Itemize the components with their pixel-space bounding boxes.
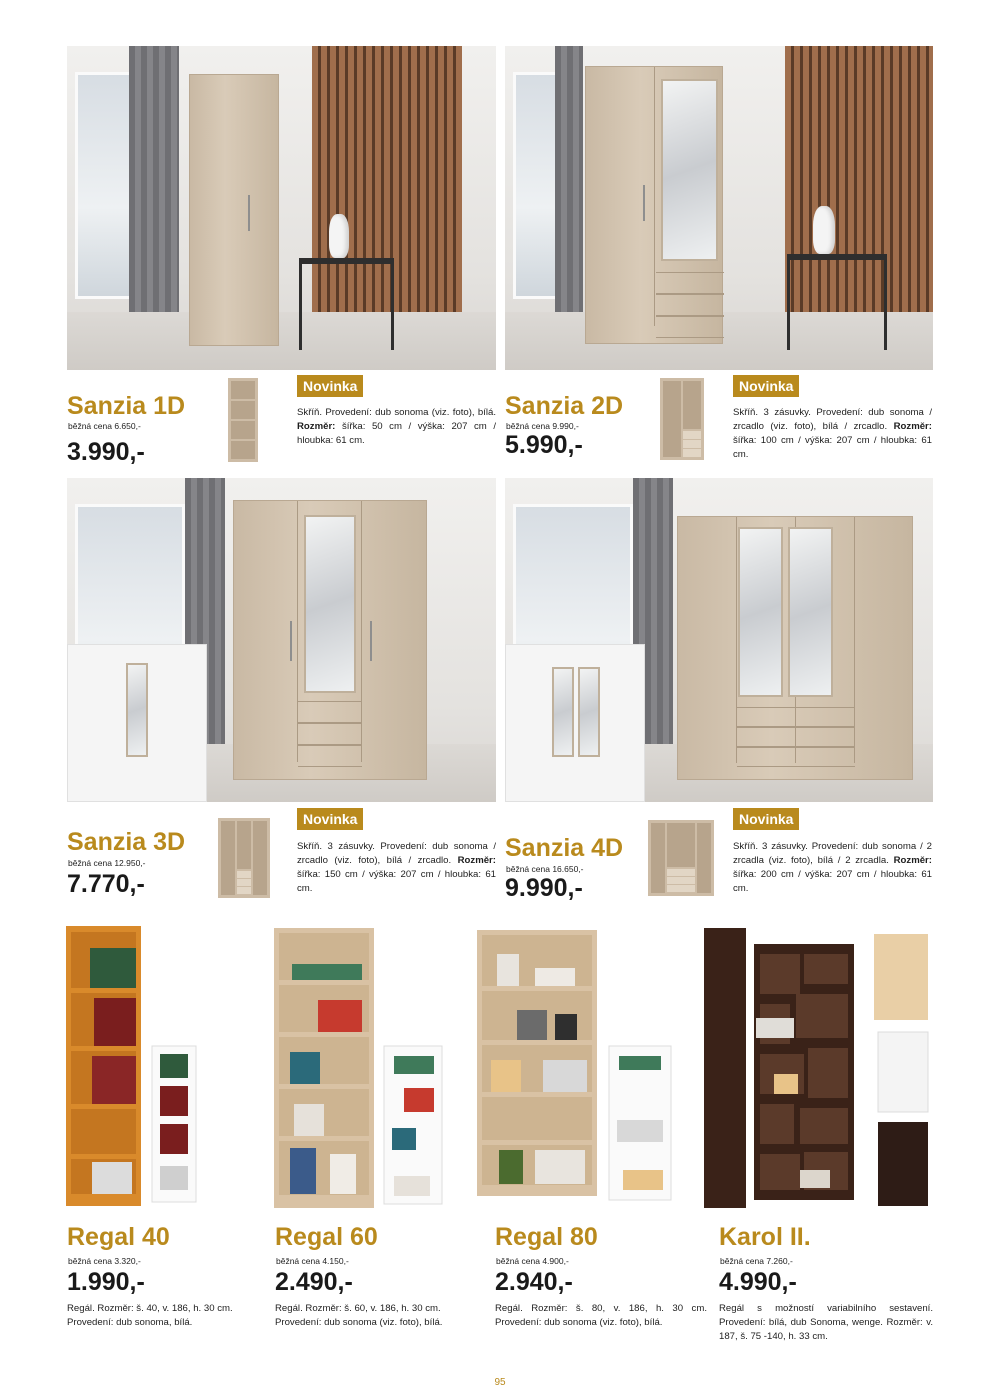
- product-description: Skříň. 3 zásuvky. Provedení: dub sonoma / 2 zrcadla (viz. foto), bílá / 2 zrcadla. Rozměr: šířka: 200 cm / výška: 207 cm / hloubka: 61 cm.: [733, 841, 932, 894]
- sale-price: 1.990,-: [67, 1268, 145, 1296]
- sale-price: 9.990,-: [505, 874, 583, 902]
- product-title: Regal 80: [495, 1223, 598, 1251]
- page-number: 95: [494, 1377, 506, 1388]
- regular-price: běžná cena 16.650,-: [506, 864, 584, 874]
- sale-price: 7.770,-: [67, 870, 145, 898]
- product-description: Regál. Rozměr: š. 80, v. 186, h. 30 cm. Provedení: dub sonoma (viz. foto), bílá.: [495, 1303, 707, 1328]
- novinka-badge: Novinka: [733, 808, 799, 830]
- product-description: Regál. Rozměr: š. 60, v. 186, h. 30 cm. Provedení: dub sonoma (viz. foto), bílá.: [275, 1303, 443, 1328]
- product-description: Regál s možností variabilního sestavení. Provedení: bílá, dub Sonoma, wenge. Rozměr: v. 187, š. 75 -140, h. 33 cm.: [719, 1303, 933, 1342]
- wardrobe-3-white-inset: [67, 644, 207, 802]
- wardrobe-2-door: [585, 66, 723, 344]
- photo-sanzia-2d: [505, 46, 933, 370]
- regular-price: běžná cena 4.900,-: [496, 1256, 569, 1266]
- regular-price: běžná cena 9.990,-: [506, 421, 579, 431]
- side-table: [787, 254, 887, 350]
- novinka-badge: Novinka: [297, 808, 363, 830]
- wardrobe-4-door: [677, 516, 913, 780]
- thumb-sanzia-1d: [228, 378, 258, 462]
- product-description: Skříň. 3 zásuvky. Provedení: dub sonoma / zrcadlo (viz. foto), bílá / zrcadlo. Rozměr: šířka: 150 cm / výška: 207 cm / hloubka: 61 cm.: [297, 841, 496, 894]
- vase: [813, 206, 835, 254]
- regal-80-image: [477, 930, 677, 1206]
- regular-price: běžná cena 3.320,-: [68, 1256, 141, 1266]
- product-title: Sanzia 1D: [67, 392, 186, 420]
- vase: [329, 214, 349, 258]
- karol-ii-image: [704, 924, 934, 1208]
- thumb-sanzia-3d: [218, 818, 270, 898]
- photo-sanzia-4d: [505, 478, 933, 802]
- product-title: Karol II.: [719, 1223, 811, 1251]
- sale-price: 2.490,-: [275, 1268, 353, 1296]
- regal-40-image: [66, 926, 198, 1206]
- product-title: Regal 60: [275, 1223, 378, 1251]
- product-description: Skříň. Provedení: dub sonoma (viz. foto), bílá. Rozměr: šířka: 50 cm / výška: 207 cm / hloubka: 61 cm.: [297, 407, 496, 446]
- side-table: [299, 258, 394, 350]
- photo-sanzia-3d: [67, 478, 496, 802]
- product-description: Skříň. 3 zásuvky. Provedení: dub sonoma / zrcadlo (viz. foto), bílá / zrcadlo. Rozměr: šířka: 100 cm / výška: 207 cm / hloubka: 61 cm.: [733, 407, 932, 460]
- regular-price: běžná cena 12.950,-: [68, 858, 146, 868]
- product-description: Regál. Rozměr: š. 40, v. 186, h. 30 cm. Provedení: dub sonoma, bílá.: [67, 1303, 233, 1328]
- product-title: Sanzia 2D: [505, 392, 624, 420]
- novinka-badge: Novinka: [733, 375, 799, 397]
- photo-sanzia-1d: [67, 46, 496, 370]
- regular-price: běžná cena 4.150,-: [276, 1256, 349, 1266]
- wardrobe-4-white-inset: [505, 644, 645, 802]
- product-title: Sanzia 4D: [505, 834, 624, 862]
- thumb-sanzia-4d: [648, 820, 714, 896]
- wardrobe-3-door: [233, 500, 427, 780]
- sale-price: 3.990,-: [67, 438, 145, 466]
- regular-price: běžná cena 6.650,-: [68, 421, 141, 431]
- regular-price: běžná cena 7.260,-: [720, 1256, 793, 1266]
- thumb-sanzia-2d: [660, 378, 704, 460]
- novinka-badge: Novinka: [297, 375, 363, 397]
- sale-price: 4.990,-: [719, 1268, 797, 1296]
- sale-price: 2.940,-: [495, 1268, 573, 1296]
- regal-60-image: [274, 928, 450, 1208]
- product-title: Sanzia 3D: [67, 828, 186, 856]
- product-title: Regal 40: [67, 1223, 170, 1251]
- sale-price: 5.990,-: [505, 431, 583, 459]
- wardrobe-1-door: [189, 74, 279, 346]
